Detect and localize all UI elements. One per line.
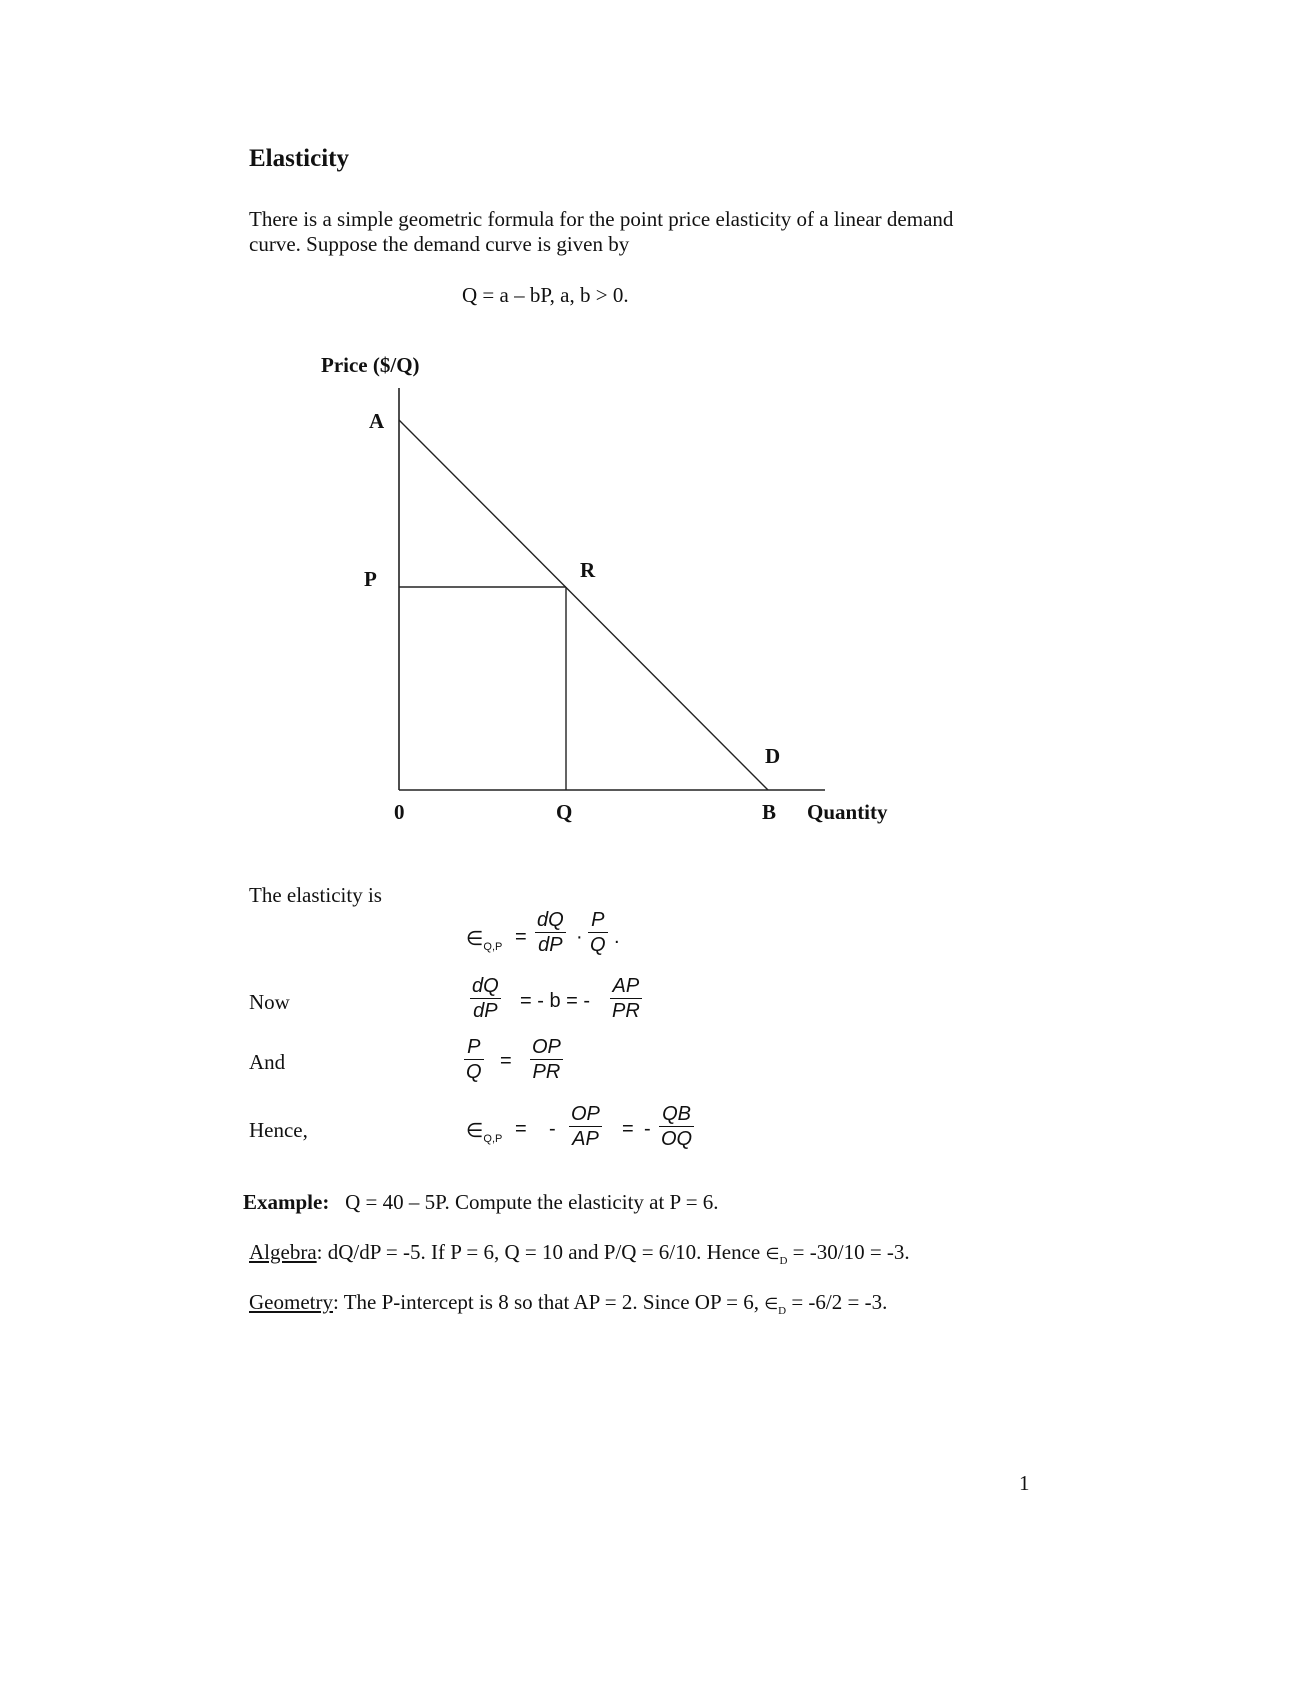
slope-expression: = - b = - bbox=[520, 990, 591, 1012]
demand-diagram-svg bbox=[300, 340, 940, 840]
fraction-dq-dp bbox=[470, 974, 501, 1023]
example-line bbox=[243, 1189, 719, 1215]
fraction-op-ap bbox=[569, 1102, 602, 1151]
example-text: Q = 40 – 5P. Compute the elasticity at P = 6. bbox=[345, 1190, 719, 1214]
epsilon-symbol: ∈ bbox=[466, 1120, 484, 1142]
fraction-dq-dp bbox=[535, 908, 566, 957]
equals-sign: = bbox=[515, 1118, 527, 1140]
denominator: Q bbox=[590, 934, 606, 956]
fraction-p-q bbox=[588, 908, 608, 957]
epsilon-subscript: D bbox=[779, 1255, 788, 1268]
epsilon-symbol: ∈ bbox=[466, 928, 484, 950]
dot-operator: · bbox=[576, 926, 583, 948]
epsilon-symbol: ∈ bbox=[764, 1296, 779, 1313]
denominator: AP bbox=[572, 1128, 599, 1150]
epsilon-subscript: Q,P bbox=[483, 941, 503, 953]
denominator: dP bbox=[473, 1000, 498, 1022]
minus-sign-2: - bbox=[644, 1118, 651, 1140]
intro-line-2: curve. Suppose the demand curve is given by bbox=[249, 232, 630, 256]
denominator: dP bbox=[538, 934, 563, 956]
point-b-label: B bbox=[762, 800, 777, 824]
y-axis-label: Price ($/Q) bbox=[321, 353, 420, 377]
equals-sign: = bbox=[500, 1050, 512, 1072]
algebra-text: : dQ/dP = -5. If P = 6, Q = 10 and P/Q = 6/10. Hence bbox=[316, 1240, 766, 1264]
minus-sign: - bbox=[549, 1118, 556, 1140]
point-q-label: Q bbox=[556, 800, 573, 824]
x-axis-label: Quantity bbox=[807, 800, 888, 824]
origin-label: 0 bbox=[394, 800, 405, 824]
fraction-op-pr bbox=[530, 1035, 563, 1084]
fraction-p-q bbox=[464, 1035, 484, 1084]
numerator: QB bbox=[659, 1102, 694, 1127]
denominator: PR bbox=[612, 1000, 640, 1022]
point-d-label: D bbox=[765, 744, 781, 768]
numerator: P bbox=[464, 1035, 484, 1060]
intro-line-1: There is a simple geometric formula for the point price elasticity of a linear demand bbox=[249, 207, 954, 231]
numerator: OP bbox=[571, 1103, 600, 1125]
fraction-ap-pr bbox=[610, 974, 642, 1023]
and-label: And bbox=[249, 1050, 286, 1074]
epsilon-subscript: Q,P bbox=[483, 1133, 503, 1145]
geometry-label: Geometry bbox=[249, 1290, 333, 1314]
page-number: 1 bbox=[1019, 1471, 1030, 1495]
equals-sign-2: = bbox=[622, 1118, 634, 1140]
numerator: P bbox=[588, 908, 608, 933]
demand-diagram bbox=[300, 340, 940, 840]
page-title: Elasticity bbox=[249, 145, 349, 172]
geometry-line bbox=[249, 1289, 887, 1324]
demand-equation: Q = a – bP, a, b > 0. bbox=[462, 283, 629, 307]
now-label: Now bbox=[249, 990, 290, 1014]
demand-curve bbox=[399, 420, 768, 790]
geometry-text: : The P-intercept is 8 so that AP = 2. Since OP = 6, bbox=[332, 1290, 765, 1314]
hence-label: Hence, bbox=[249, 1118, 308, 1142]
point-a-label: A bbox=[369, 409, 385, 433]
numerator: dQ bbox=[472, 975, 499, 997]
numerator: OP bbox=[532, 1036, 561, 1058]
denominator: Q bbox=[466, 1061, 482, 1083]
algebra-label: Algebra bbox=[249, 1240, 317, 1264]
point-p-label: P bbox=[364, 567, 377, 591]
point-r-label: R bbox=[580, 558, 596, 582]
example-label: Example: bbox=[243, 1190, 330, 1214]
fraction-qb-oq bbox=[659, 1102, 694, 1151]
epsilon-subscript: D bbox=[778, 1305, 787, 1318]
algebra-line bbox=[249, 1239, 910, 1274]
elasticity-intro: The elasticity is bbox=[249, 883, 382, 907]
numerator: AP bbox=[610, 974, 642, 999]
denominator: PR bbox=[532, 1061, 561, 1083]
algebra-result: = -30/10 = -3. bbox=[787, 1240, 910, 1264]
epsilon-symbol: ∈ bbox=[765, 1246, 780, 1263]
numerator: dQ bbox=[537, 909, 564, 931]
period: . bbox=[614, 926, 620, 948]
denominator: OQ bbox=[661, 1128, 693, 1150]
geometry-result: = -6/2 = -3. bbox=[786, 1290, 888, 1314]
equals-sign: = bbox=[515, 926, 527, 948]
